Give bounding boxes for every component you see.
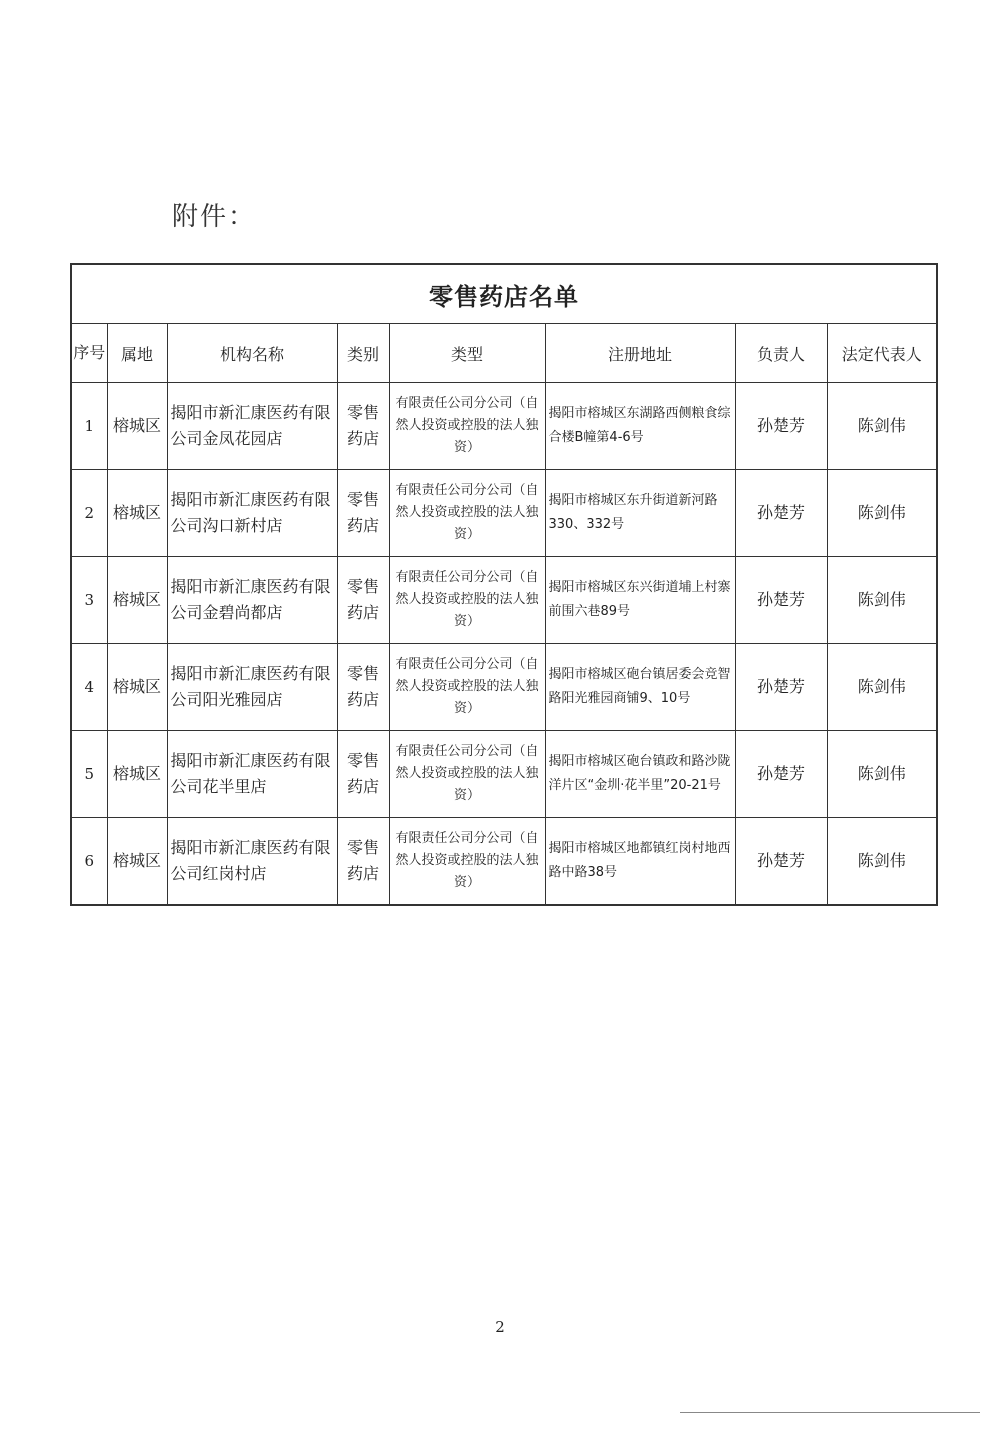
cell-manager: 孙楚芳 [735,557,827,644]
cell-manager: 孙楚芳 [735,470,827,557]
cell-address: 揭阳市榕城区东湖路西侧粮食综合楼B幢第4-6号 [545,383,735,470]
cell-category: 零售药店 [337,557,389,644]
cell-address: 揭阳市榕城区地都镇红岗村地西路中路38号 [545,818,735,906]
cell-legal-rep: 陈剑伟 [827,731,937,818]
pharmacy-list-table [70,263,938,906]
cell-no: 5 [71,731,107,818]
cell-district: 榕城区 [107,470,167,557]
cell-type: 有限责任公司分公司（自然人投资或控股的法人独资） [389,731,545,818]
cell-district: 榕城区 [107,383,167,470]
cell-type: 有限责任公司分公司（自然人投资或控股的法人独资） [389,818,545,906]
table-title: 零售药店名单 [71,264,937,324]
cell-legal-rep: 陈剑伟 [827,644,937,731]
cell-type: 有限责任公司分公司（自然人投资或控股的法人独资） [389,557,545,644]
cell-org-name: 揭阳市新汇康医药有限公司红岗村店 [167,818,337,906]
table-row [71,470,937,557]
cell-legal-rep: 陈剑伟 [827,818,937,906]
scan-artifact-line [680,1412,980,1413]
header-no: 序号 [71,324,107,383]
table-row [71,557,937,644]
table-row [71,644,937,731]
cell-district: 榕城区 [107,731,167,818]
cell-manager: 孙楚芳 [735,818,827,906]
cell-address: 揭阳市榕城区东升街道新河路330、332号 [545,470,735,557]
cell-no: 3 [71,557,107,644]
cell-category: 零售药店 [337,470,389,557]
cell-manager: 孙楚芳 [735,383,827,470]
cell-category: 零售药店 [337,731,389,818]
cell-no: 4 [71,644,107,731]
header-row [71,324,937,383]
cell-org-name: 揭阳市新汇康医药有限公司金凤花园店 [167,383,337,470]
table-row [71,731,937,818]
cell-legal-rep: 陈剑伟 [827,383,937,470]
table-body [71,383,937,906]
header-org-name: 机构名称 [167,324,337,383]
cell-org-name: 揭阳市新汇康医药有限公司金碧尚都店 [167,557,337,644]
cell-type: 有限责任公司分公司（自然人投资或控股的法人独资） [389,644,545,731]
table-row [71,818,937,906]
cell-category: 零售药店 [337,644,389,731]
header-type: 类型 [389,324,545,383]
table-row [71,383,937,470]
cell-type: 有限责任公司分公司（自然人投资或控股的法人独资） [389,470,545,557]
cell-address: 揭阳市榕城区东兴街道埔上村寨前围六巷89号 [545,557,735,644]
cell-address: 揭阳市榕城区砲台镇居委会竞智路阳光雅园商铺9、10号 [545,644,735,731]
cell-no: 2 [71,470,107,557]
cell-type: 有限责任公司分公司（自然人投资或控股的法人独资） [389,383,545,470]
header-category: 类别 [337,324,389,383]
cell-org-name: 揭阳市新汇康医药有限公司阳光雅园店 [167,644,337,731]
cell-address: 揭阳市榕城区砲台镇政和路沙陇洋片区“金圳·花半里”20-21号 [545,731,735,818]
cell-org-name: 揭阳市新汇康医药有限公司沟口新村店 [167,470,337,557]
cell-org-name: 揭阳市新汇康医药有限公司花半里店 [167,731,337,818]
cell-no: 6 [71,818,107,906]
cell-category: 零售药店 [337,383,389,470]
cell-category: 零售药店 [337,818,389,906]
page-number: 2 [495,1318,505,1336]
header-district: 属地 [107,324,167,383]
cell-manager: 孙楚芳 [735,644,827,731]
cell-legal-rep: 陈剑伟 [827,470,937,557]
header-legal-rep: 法定代表人 [827,324,937,383]
header-manager: 负责人 [735,324,827,383]
cell-district: 榕城区 [107,557,167,644]
cell-manager: 孙楚芳 [735,731,827,818]
header-address: 注册地址 [545,324,735,383]
cell-district: 榕城区 [107,644,167,731]
cell-legal-rep: 陈剑伟 [827,557,937,644]
cell-district: 榕城区 [107,818,167,906]
attachment-label: 附件： [172,202,257,232]
cell-no: 1 [71,383,107,470]
